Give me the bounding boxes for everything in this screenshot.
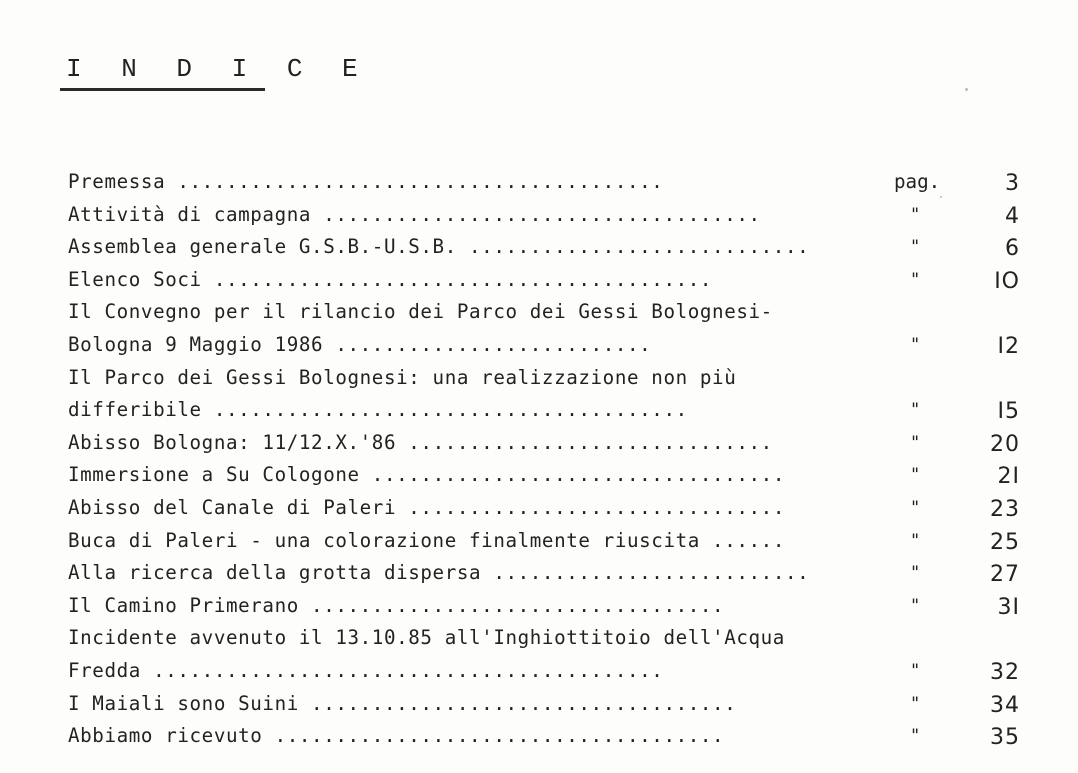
index-title: I N D I C E — [66, 54, 370, 84]
toc-entry-title: Incidente avvenuto il 13.10.85 all'Inghiottitoio dell'Acqua — [68, 626, 785, 650]
toc-entry-title: Il Convegno per il rilancio dei Parco dei Gessi Bolognesi- — [68, 300, 773, 324]
ditto-mark: " — [910, 237, 921, 258]
toc-entry-title: I Maiali sono Suini ................................... — [68, 691, 737, 715]
toc-row — [68, 657, 1028, 690]
dot-leader: .................................. — [298, 593, 725, 617]
ditto-mark: " — [910, 563, 921, 584]
toc-entry-title: Fredda .......................................... — [68, 658, 664, 682]
dot-leader: .................................... — [311, 202, 761, 226]
page-number: 3 — [1005, 171, 1020, 196]
dot-leader: .................................. — [359, 463, 785, 487]
dot-leader: .......................... — [323, 332, 652, 356]
ditto-mark: " — [910, 660, 921, 681]
ditto-mark: " — [910, 497, 921, 518]
toc-row — [68, 233, 1028, 266]
toc-row — [68, 266, 1028, 299]
ditto-mark: " — [910, 465, 921, 486]
page-number: I2 — [997, 333, 1020, 359]
toc-entry-title: Il Parco dei Gessi Bolognesi: una realizzazione non più — [68, 365, 737, 389]
toc-entry-title: Immersione a Su Cologone .................................. — [68, 463, 785, 487]
toc-entry-title: Alla ricerca della grotta dispersa .......................... — [68, 561, 810, 585]
ditto-mark: " — [910, 334, 921, 355]
toc-row — [68, 722, 1028, 755]
dot-leader: .......................... — [481, 561, 810, 585]
dot-leader: ............................... — [396, 495, 785, 519]
page-number: 25 — [990, 529, 1020, 555]
ditto-mark: " — [910, 432, 921, 453]
toc-entry-title: Attività di campagna .................................... — [68, 202, 761, 226]
ditto-mark: " — [910, 726, 921, 747]
table-of-contents — [68, 168, 1028, 755]
dot-leader: ....................................... — [201, 398, 688, 422]
toc-row — [68, 429, 1028, 462]
dot-leader: ......................................... — [201, 267, 713, 291]
toc-entry-title: Elenco Soci ......................................... — [68, 267, 713, 291]
page-number: 6 — [1005, 236, 1020, 262]
dot-leader: ........................................ — [165, 170, 664, 193]
toc-entry-title: Il Camino Primerano .................................. — [68, 593, 725, 617]
dot-leader: ............................ — [456, 235, 810, 259]
ditto-mark: " — [910, 400, 921, 421]
toc-row — [68, 559, 1028, 592]
page-number: 3I — [997, 594, 1020, 620]
ditto-mark: " — [910, 595, 921, 616]
toc-entry-title: Buca di Paleri - una colorazione finalmente riuscita ...... — [68, 528, 785, 552]
dot-leader: .............................. — [396, 430, 773, 454]
toc-row — [68, 201, 1028, 234]
toc-entry-title: Bologna 9 Maggio 1986 .......................... — [68, 332, 652, 356]
page-number: 32 — [990, 659, 1020, 685]
toc-row — [68, 168, 1028, 201]
toc-row — [68, 494, 1028, 527]
toc-row — [68, 331, 1028, 364]
toc-entry-title: differibile ....................................... — [68, 398, 688, 422]
toc-entry-title: Abisso del Canale di Paleri ............................... — [68, 495, 785, 519]
paper-speck — [965, 88, 968, 91]
dot-leader: ..................................... — [262, 724, 725, 748]
page-number: 20 — [990, 431, 1020, 457]
dot-leader: ...... — [699, 528, 785, 552]
page-number: 23 — [990, 496, 1020, 522]
toc-row — [68, 624, 1028, 657]
ditto-mark: " — [910, 693, 921, 714]
dot-leader: .......................................... — [140, 658, 664, 682]
page-abbrev: pag. — [894, 170, 941, 193]
ditto-mark: " — [910, 530, 921, 551]
toc-row — [68, 527, 1028, 560]
page-number: I5 — [997, 399, 1020, 425]
page-number: IO — [994, 268, 1020, 294]
toc-row — [68, 396, 1028, 429]
page-number: 34 — [990, 692, 1020, 718]
page-number: 35 — [990, 725, 1020, 751]
toc-row — [68, 592, 1028, 625]
page-number: 27 — [990, 562, 1020, 588]
toc-entry-title: Assemblea generale G.S.B.-U.S.B. ............................ — [68, 235, 810, 259]
toc-row — [68, 690, 1028, 723]
dot-leader: ................................... — [298, 691, 737, 715]
page-number: 2I — [997, 464, 1020, 490]
ditto-mark: " — [910, 204, 921, 225]
toc-entry-title: Abbiamo ricevuto ..................................... — [68, 724, 725, 748]
title-underline — [60, 88, 265, 91]
page-number: 4 — [1005, 203, 1020, 229]
paper-speck — [940, 196, 942, 198]
toc-entry-title: Abisso Bologna: 11/12.X.'86 .............................. — [68, 430, 773, 454]
toc-row — [68, 298, 1028, 331]
ditto-mark: " — [910, 269, 921, 290]
toc-row — [68, 364, 1028, 397]
toc-row — [68, 461, 1028, 494]
toc-entry-title: Premessa ........................................ — [68, 170, 664, 193]
